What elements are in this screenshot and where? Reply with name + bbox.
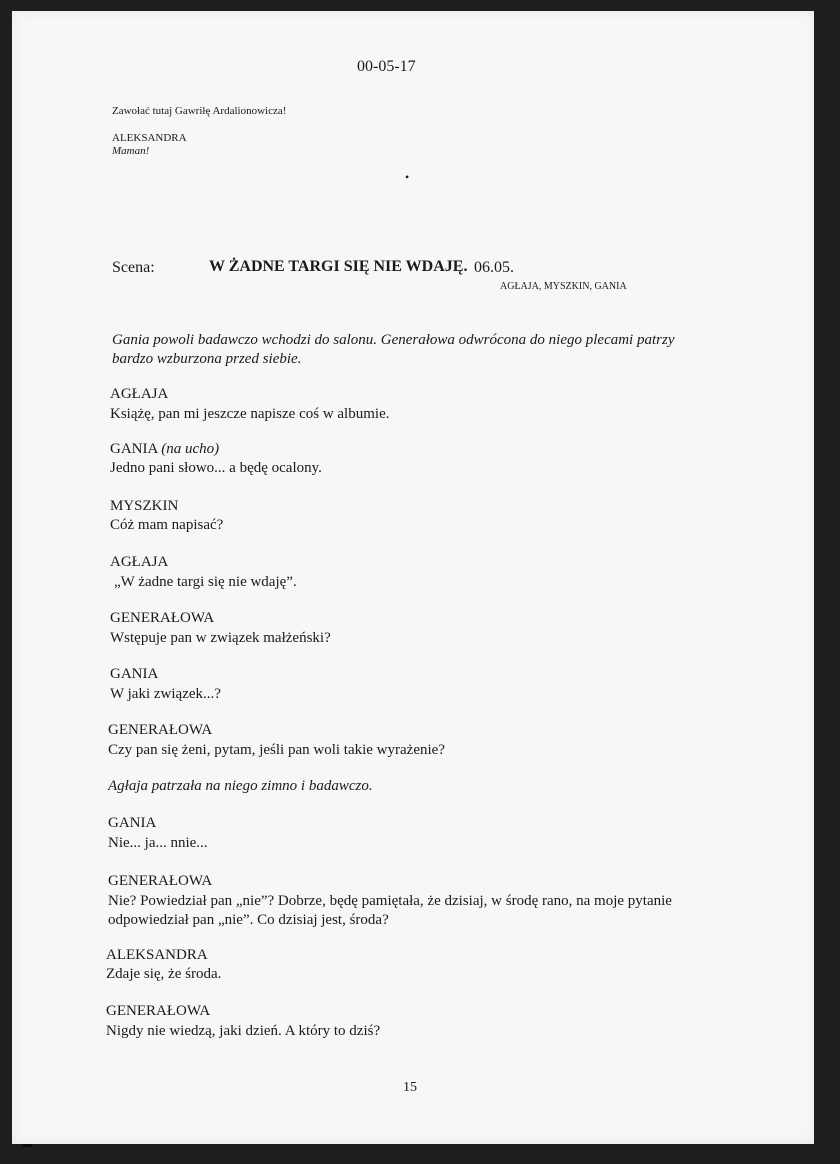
speaker-name: GANIA bbox=[110, 666, 159, 682]
scene-separator: • bbox=[405, 170, 410, 184]
stage-direction-line: Gania powoli badawczo wchodzi do salonu. Generałowa odwrócona do niego plecami patrzy bbox=[112, 332, 675, 348]
previous-scene-line: Zawołać tutaj Gawriłę Ardalionowicza! bbox=[112, 105, 287, 117]
speaker-name: GENERAŁOWA bbox=[106, 1003, 211, 1019]
dialogue-line: Zdaje się, że środa. bbox=[106, 966, 222, 982]
scene-cast: AGŁAJA, MYSZKIN, GANIA bbox=[500, 281, 627, 292]
page-number: 15 bbox=[403, 1080, 417, 1095]
speaker-name bbox=[110, 441, 219, 458]
dialogue-line: Nie... ja... nnie... bbox=[108, 835, 208, 851]
scene-date: 06.05. bbox=[474, 259, 514, 276]
previous-scene-speech: Maman! bbox=[112, 145, 150, 157]
dialogue-line: „W żadne targi się nie wdaję”. bbox=[114, 574, 297, 590]
speaker-aside: (na ucho) bbox=[161, 441, 220, 457]
header-date: 00-05-17 bbox=[357, 58, 416, 75]
speaker-name: GENERAŁOWA bbox=[108, 722, 213, 738]
dialogue-line: Nie? Powiedział pan „nie”? Dobrze, będę pamiętała, że dzisiaj, w środę rano, na moje pytanie bbox=[108, 893, 672, 909]
speaker-name: MYSZKIN bbox=[110, 498, 179, 514]
speaker-name: AGŁAJA bbox=[110, 386, 169, 402]
dialogue-line: Jedno pani słowo... a będę ocalony. bbox=[110, 460, 322, 476]
speaker-name: GANIA bbox=[108, 815, 157, 831]
speaker-name: GENERAŁOWA bbox=[110, 610, 215, 626]
stage-direction-line: bardzo wzburzona przed siebie. bbox=[112, 351, 302, 367]
dialogue-line: Czy pan się żeni, pytam, jeśli pan woli takie wyrażenie? bbox=[108, 742, 445, 758]
dialogue-line: Wstępuje pan w związek małżeński? bbox=[110, 630, 331, 646]
dialogue-line: Nigdy nie wiedzą, jaki dzień. A który to dziś? bbox=[106, 1023, 381, 1039]
speaker-name: ALEKSANDRA bbox=[106, 947, 208, 963]
speaker-name: AGŁAJA bbox=[110, 554, 169, 570]
dialogue-line: Książę, pan mi jeszcze napisze coś w albumie. bbox=[110, 406, 390, 422]
scene-label: Scena: bbox=[112, 259, 155, 276]
dialogue-line: W jaki związek...? bbox=[110, 686, 221, 702]
dialogue-line: odpowiedział pan „nie”. Co dzisiaj jest, środa? bbox=[108, 912, 389, 928]
stage-direction-line: Agłaja patrzała na niego zimno i badawczo. bbox=[108, 778, 373, 794]
speaker-name: GENERAŁOWA bbox=[108, 873, 213, 889]
previous-scene-speaker: ALEKSANDRA bbox=[112, 132, 187, 144]
scene-title: W ŻADNE TARGI SIĘ NIE WDAJĘ. bbox=[209, 258, 468, 275]
speaker-label: GANIA bbox=[110, 441, 158, 457]
dialogue-line: Cóż mam napisać? bbox=[110, 517, 224, 533]
